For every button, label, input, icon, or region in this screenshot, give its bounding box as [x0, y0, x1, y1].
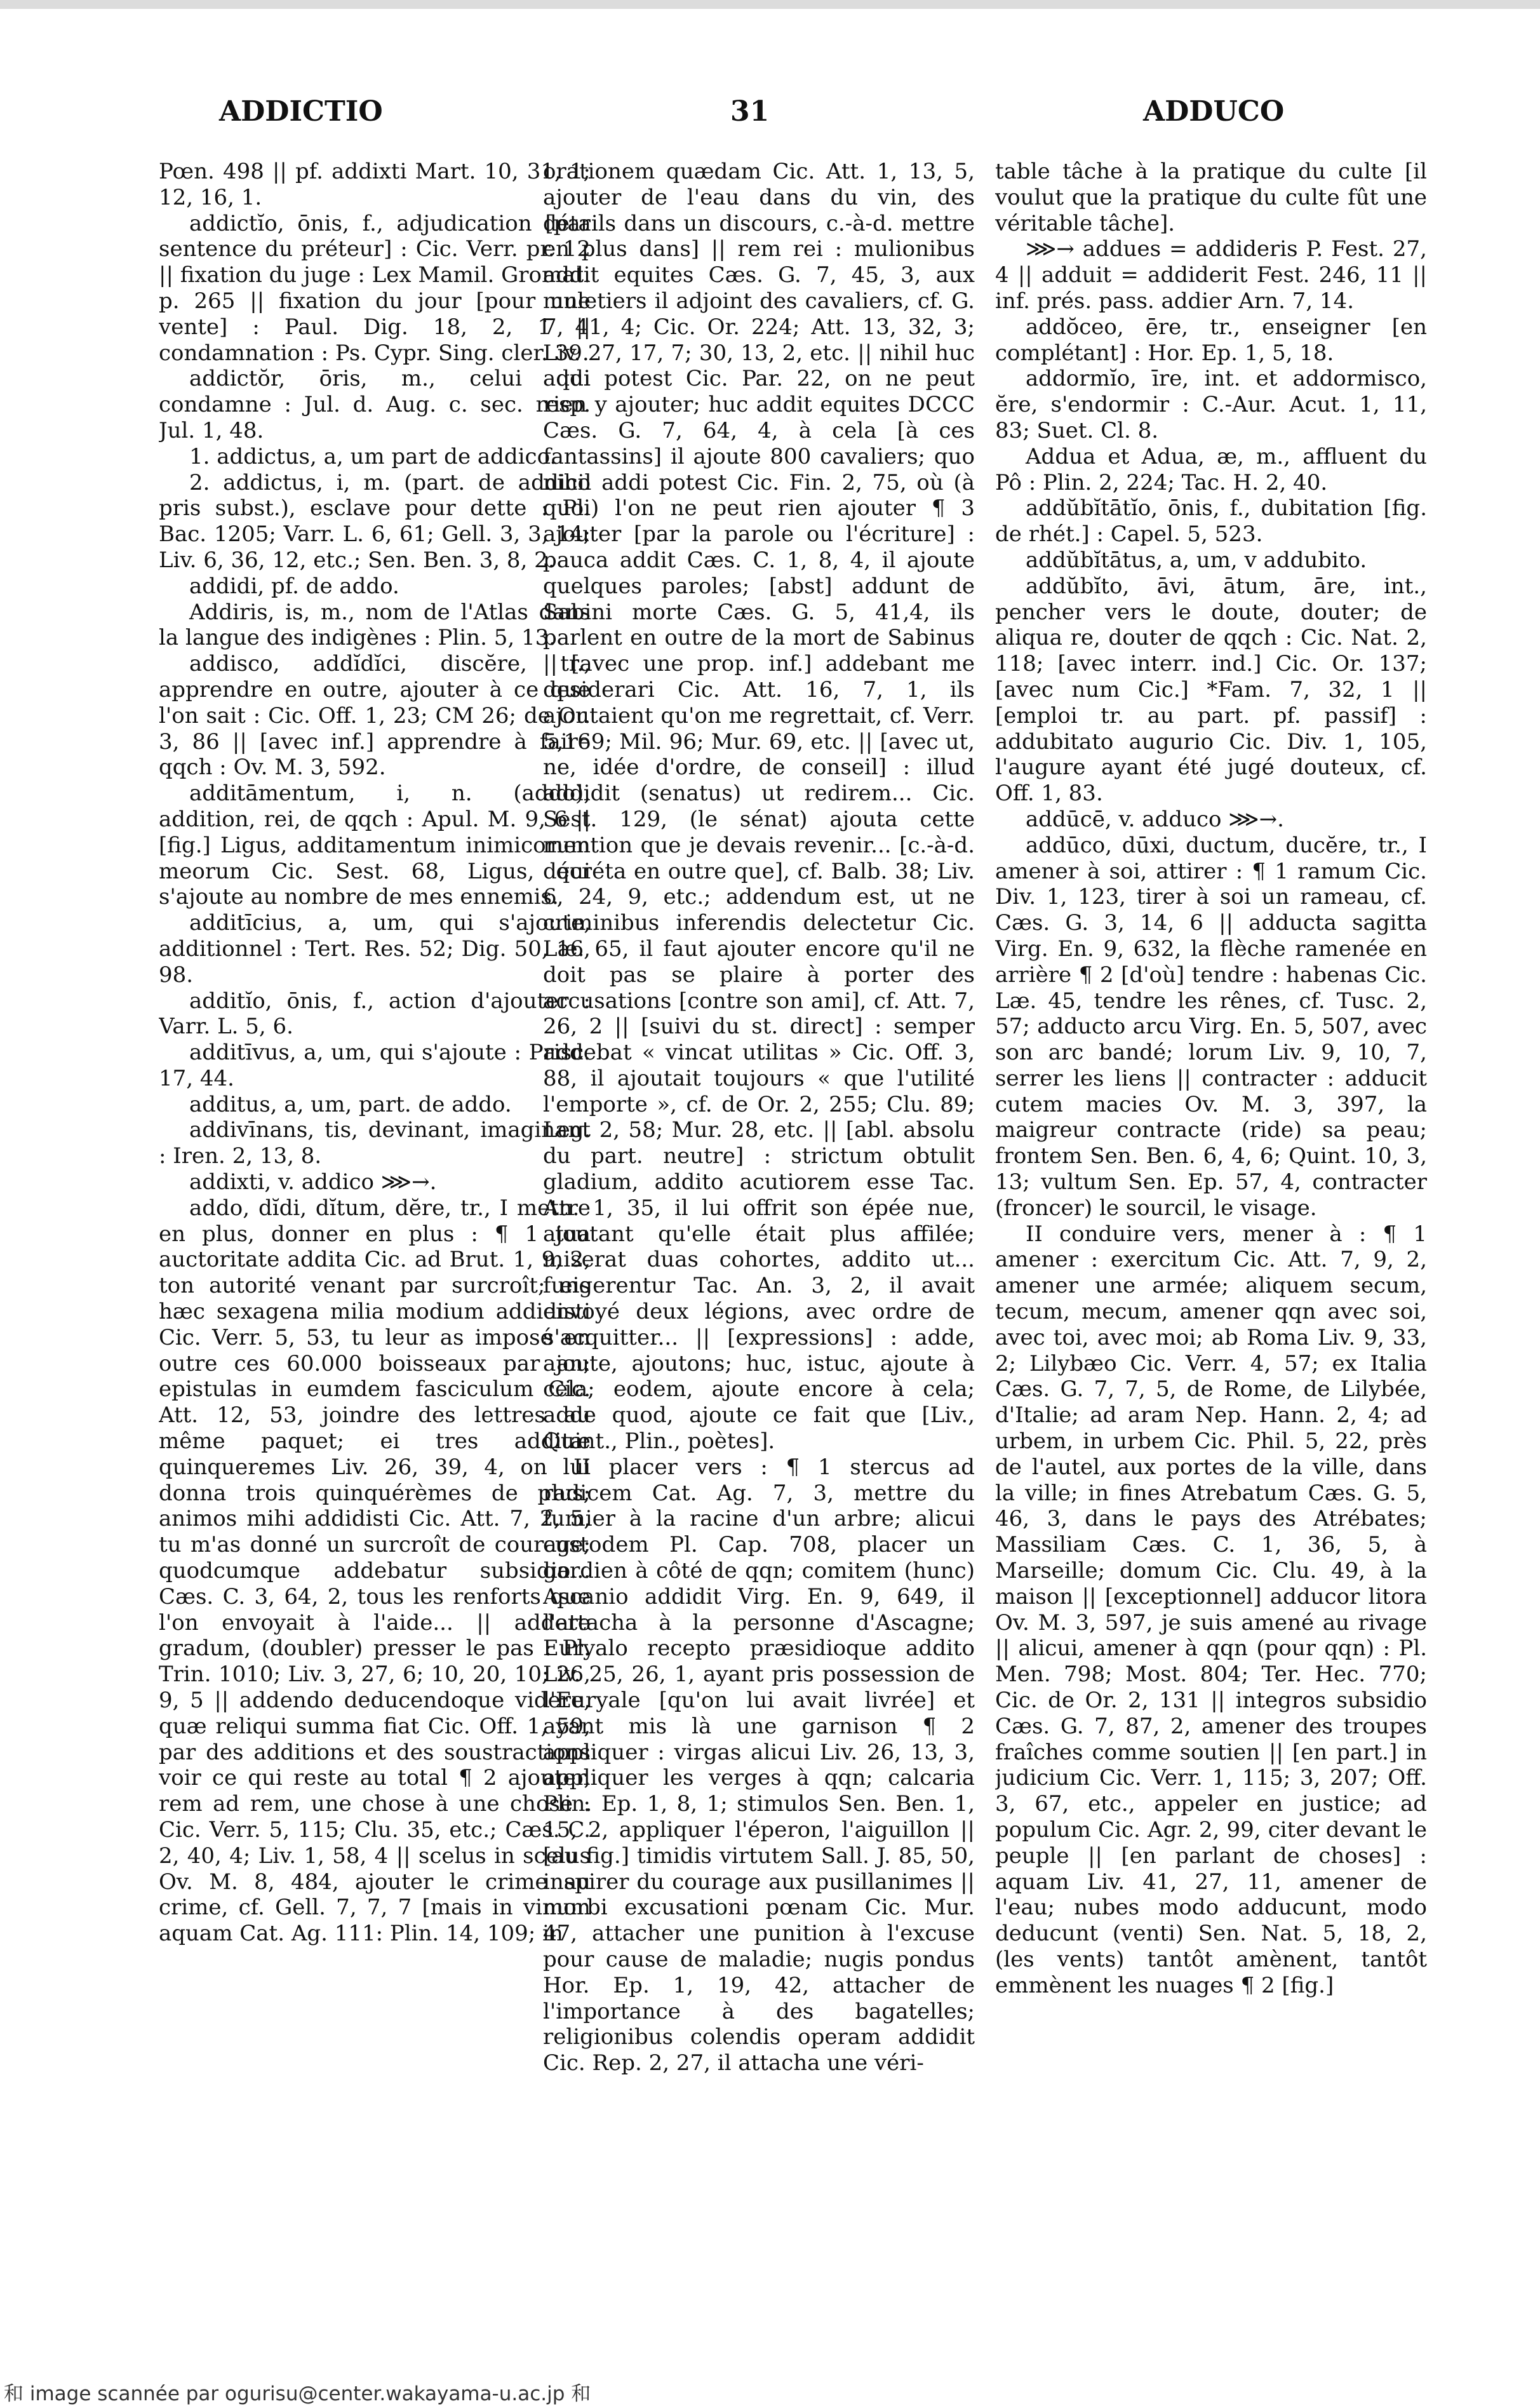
dictionary-entry: additīvus, a, um, qui s'ajoute : Prisc. 17, 44. [159, 1040, 591, 1091]
dictionary-entry: addictŏr, ōris, m., celui qui condamne : Jul. d. Aug. c. sec. resp. Jul. 1, 48. [159, 366, 591, 443]
dictionary-entry: additus, a, um, part. de addo. [189, 1091, 512, 1117]
scan-border [0, 0, 1540, 9]
dictionary-entry: addūcē, v. adduco ⋙→. [1026, 806, 1284, 832]
dictionary-entry: addictĭo, ōnis, f., adjudication [par sentence du préteur] : Cic. Verr. pr. 12 || fixation du juge : Lex Mamil. Gromat. p. 265 || fixation du jour [pour une vente] : Paul. Dig. 18, 2, 1 || condamnation : Ps. Cypr. Sing. cler. 39. [159, 210, 591, 366]
dictionary-entry: addŏceo, ēre, tr., enseigner [en complétant] : Hor. Ep. 1, 5, 18. [995, 314, 1427, 366]
dictionary-entry: table tâche à la pratique du culte [il voulut que la pratique du culte fût une véritable tâche]. [995, 159, 1427, 236]
dictionary-entry: addŭbĭto, āvi, ātum, āre, int., pencher vers le doute, douter; de aliqua re, douter de qqch : Cic. Nat. 2, 118; [avec interr. ind.] Cic. Or. 137; [avec num Cic.] *Fam. 7, 32, 1 || [emploi tr. au part. pf. passif] : addubitato augurio Cic. Div. 1, 105, l'augure ayant été jugé douteux, cf. Off. 1, 83. [995, 573, 1427, 807]
dictionary-entry: ⋙→ addues = addideris P. Fest. 27, 4 || adduit = addiderit Fest. 246, 11 || inf. prés. pass. addier Arn. 7, 14. [995, 236, 1427, 314]
dictionary-entry: Addiris, is, m., nom de l'Atlas dans la langue des indigènes : Plin. 5, 13. [159, 599, 591, 651]
header-right-word: ADDUCO [1143, 95, 1285, 128]
dictionary-entry: Pœn. 498 || pf. addixti Mart. 10, 31, 1; 12, 16, 1. [159, 159, 591, 210]
dictionary-entry: addixti, v. addico ⋙→. [189, 1169, 437, 1195]
dictionary-entry: addūco, dūxi, ductum, ducĕre, tr., I amener à soi, attirer : ¶ 1 ramum Cic. Div. 1, 123, tirer à soi un rameau, cf. Cæs. G. 3, 14, 6 || adducta sagitta Virg. En. 9, 632, la flèche ramenée en arrière ¶ 2 [d'où] tendre : habenas Cic. Læ. 45, tendre les rênes, cf. Tusc. 2, 57; adducto arcu Virg. En. 5, 507, avec son arc bandé; lorum Liv. 9, 10, 7, serrer les liens || contracter : adducit cutem macies Ov. M. 3, 397, la maigreur contracte (ride) sa peau; frontem Sen. Ben. 6, 4, 6; Quint. 10, 3, 13; vultum Sen. Ep. 57, 4, contracter (froncer) le sourcil, le visage. [995, 832, 1427, 1221]
dictionary-entry: addisco, addĭdĭci, discĕre, tr., apprendre en outre, ajouter à ce que l'on sait : Cic. Off. 1, 23; CM 26; de Or. 3, 86 || [avec inf.] apprendre à faire qqch : Ov. M. 3, 592. [159, 651, 591, 781]
dictionary-entry: additāmentum, i, n. (addo), addition, rei, de qqch : Apul. M. 9, 6 || [fig.] Ligus, additamentum inimicorum meorum Cic. Sest. 68, Ligus, qui s'ajoute au nombre de mes ennemis. [159, 781, 591, 910]
dictionary-entry: Addua et Adua, æ, m., affluent du Pô : Plin. 2, 224; Tac. H. 2, 40. [995, 443, 1427, 495]
page-header [0, 83, 1540, 140]
dictionary-entry: addivīnans, tis, devinant, imaginant : Iren. 2, 13, 8. [159, 1117, 591, 1169]
dictionary-entry: II placer vers : ¶ 1 stercus ad radicem Cat. Ag. 7, 3, mettre du fumier à la racine d'un arbre; alicui custodem Pl. Cap. 708, placer un gardien à côté de qqn; comitem (hunc) Ascanio addidit Virg. En. 9, 649, il l'attacha à la personne d'Ascagne; Euryalo recepto præsidioque addito Liv. 25, 26, 1, ayant pris possession de l'Euryale [qu'on lui avait livrée] et ayant mis là une garnison ¶ 2 appliquer : virgas alicui Liv. 26, 13, 3, appliquer les verges à qqn; calcaria Plin. Ep. 1, 8, 1; stimulos Sen. Ben. 1, 15, 2, appliquer l'éperon, l'aiguillon || [au fig.] timidis virtutem Sall. J. 85, 50, inspirer du courage aux pusillanimes || morbi excusationi pœnam Cic. Mur. 47, attacher une punition à l'excuse pour cause de maladie; nugis pondus Hor. Ep. 1, 19, 42, attacher de l'importance à des bagatelles; religionibus colendis operam addidit Cic. Rep. 2, 27, il attacha une véri- [543, 1454, 975, 2076]
dictionary-entry: addŭbĭtātus, a, um, v addubito. [1026, 547, 1367, 573]
dictionary-entry: II conduire vers, mener à : ¶ 1 amener : exercitum Cic. Att. 7, 9, 2, amener une armée; aliquem secum, tecum, mecum, amener qqn avec soi, avec toi, avec moi; ab Roma Liv. 9, 33, 2; Lilybæo Cic. Verr. 4, 57; ex Italia Cæs. G. 7, 7, 5, de Rome, de Lilybée, d'Italie; ad aram Nep. Hann. 2, 4; ad urbem, in urbem Cic. Phil. 5, 22, près de l'autel, aux portes de la ville, dans la ville; in fines Atrebatum Cæs. G. 5, 46, 3, dans le pays des Atrébates; Massiliam Cæs. C. 1, 36, 5, à Marseille; domum Cic. Clu. 49, à la maison || [exceptionnel] adducor litora Ov. M. 3, 597, je suis amené au rivage || alicui, amener à qqn (pour qqn) : Pl. Men. 798; Most. 804; Ter. Hec. 770; Cic. de Or. 2, 131 || integros subsidio Cæs. G. 7, 87, 2, amener des troupes fraîches comme soutien || [en part.] in judicium Cic. Verr. 1, 115; 3, 207; Off. 3, 67, etc., appeler en justice; ad populum Cic. Agr. 2, 99, citer devant le peuple || [en parlant de choses] : aquam Liv. 41, 27, 11, amener de l'eau; nubes modo adducunt, modo deducunt (venti) Sen. Nat. 5, 18, 2, (les vents) tantôt amènent, tantôt emmènent les nuages ¶ 2 [fig.] [995, 1221, 1427, 1998]
column-right [995, 159, 1427, 2350]
dictionary-entry: addidi, pf. de addo. [189, 573, 399, 599]
scan-credit-footer: 和 image scannée par ogurisu@center.wakayama-u.ac.jp 和 [4, 2382, 591, 2405]
page-number: 31 [730, 95, 770, 128]
column-middle [543, 159, 975, 2350]
header-left-word: ADDICTIO [219, 95, 383, 128]
dictionary-entry: additĭo, ōnis, f., action d'ajouter : Varr. L. 5, 6. [159, 988, 591, 1040]
dictionary-entry: addormĭo, īre, int. et addormisco, ĕre, s'endormir : C.-Aur. Acut. 1, 11, 83; Suet. Cl. 8. [995, 366, 1427, 443]
dictionary-entry: orationem quædam Cic. Att. 1, 13, 5, ajouter de l'eau dans du vin, des détails dans un discours, c.-à-d. mettre en plus dans] || rem rei : mulionibus addit equites Cæs. G. 7, 45, 3, aux muletiers il adjoint des cavaliers, cf. G. 7, 41, 4; Cic. Or. 224; Att. 13, 32, 3; Liv. 27, 17, 7; 30, 13, 2, etc. || nihil huc addi potest Cic. Par. 22, on ne peut rien y ajouter; huc addit equites DCCC Cæs. G. 7, 64, 4, à cela [à ces fantassins] il ajoute 800 cavaliers; quo nihil addi potest Cic. Fin. 2, 75, où (à quoi) l'on ne peut rien ajouter ¶ 3 ajouter [par la parole ou l'écriture] : pauca addit Cæs. C. 1, 8, 4, il ajoute quelques paroles; [abst] addunt de Sabini morte Cæs. G. 5, 41,4, ils parlent en outre de la mort de Sabinus || [avec une prop. inf.] addebant me desiderari Cic. Att. 16, 7, 1, ils ajoutaient qu'on me regrettait, cf. Verr. 5,169; Mil. 96; Mur. 69, etc. || [avec ut, ne, idée d'ordre, de conseil] : illud addidit (senatus) ut redirem... Cic. Sest. 129, (le sénat) ajouta cette mention que je devais revenir... [c.-à-d. décréta en outre que], cf. Balb. 38; Liv. 6, 24, 9, etc.; addendum est, ut ne criminibus inferendis delectetur Cic. Læ. 65, il faut ajouter encore qu'il ne doit pas se plaire à porter des accusations [contre son ami], cf. Att. 7, 26, 2 || [suivi du st. direct] : semper addebat « vincat utilitas » Cic. Off. 3, 88, il ajoutait toujours « que l'utilité l'emporte », cf. de Or. 2, 255; Clu. 89; Leg. 2, 58; Mur. 28, etc. || [abl. absolu du part. neutre] : strictum obtulit gladium, addito acutiorem esse Tac. An. 1, 35, il lui offrit son épée nue, ajoutant qu'elle était plus affilée; miserat duas cohortes, addito ut... fungerentur Tac. An. 3, 2, il avait envoyé deux légions, avec ordre de s'acquitter... || [expressions] : adde, ajoute, ajoutons; huc, istuc, ajoute à cela; eodem, ajoute encore à cela; adde quod, ajoute ce fait que [Liv., Quint., Plin., poètes]. [543, 159, 975, 1455]
column-left [159, 159, 591, 2350]
dictionary-entry: addŭbĭtātĭo, ōnis, f., dubitation [fig. de rhét.] : Capel. 5, 523. [995, 495, 1427, 548]
dictionary-entry: addo, dĭdi, dĭtum, dĕre, tr., I mettre en plus, donner en plus : ¶ 1 tua auctoritate addita Cic. ad Brut. 1, 9, 2, ton autorité venant par surcroît; eis hæc sexagena milia modium addidisti Cic. Verr. 5, 53, tu leur as imposé en outre ces 60.000 boisseaux par an; epistulas in eumdem fasciculum Cic. Att. 12, 53, joindre des lettres au même paquet; ei tres additæ quinqueremes Liv. 26, 39, 4, on lui donna trois quinquérèmes de plus; animos mihi addidisti Cic. Att. 7, 2, 5, tu m'as donné un surcroît de courage; quodcumque addebatur subsidio... Cæs. C. 3, 64, 2, tous les renforts que l'on envoyait à l'aide... || addere gradum, (doubler) presser le pas : Pl. Trin. 1010; Liv. 3, 27, 6; 10, 20, 10; 26, 9, 5 || addendo deducendoque videre, quæ reliqui summa fiat Cic. Off. 1, 59, par des additions et des soustractions voir ce qui reste au total ¶ 2 ajouter, rem ad rem, une chose à une chose : Cic. Verr. 5, 115; Clu. 35, etc.; Cæs. C. 2, 40, 4; Liv. 1, 58, 4 || scelus in scelus Ov. M. 8, 484, ajouter le crime au crime, cf. Gell. 7, 7, 7 [mais in vinum aquam Cat. Ag. 111: Plin. 14, 109; in [159, 1195, 591, 1947]
dictionary-entry: additīcius, a, um, qui s'ajoute, additionnel : Tert. Res. 52; Dig. 50, 16, 98. [159, 910, 591, 988]
dictionary-entry: 1. addictus, a, um part de addico. [189, 443, 557, 469]
dictionary-entry: 2. addictus, i, m. (part. de addico pris subst.), esclave pour dette : Pl. Bac. 1205; Varr. L. 6, 61; Gell. 3, 3, 14; Liv. 6, 36, 12, etc.; Sen. Ben. 3, 8, 2. [159, 469, 591, 573]
